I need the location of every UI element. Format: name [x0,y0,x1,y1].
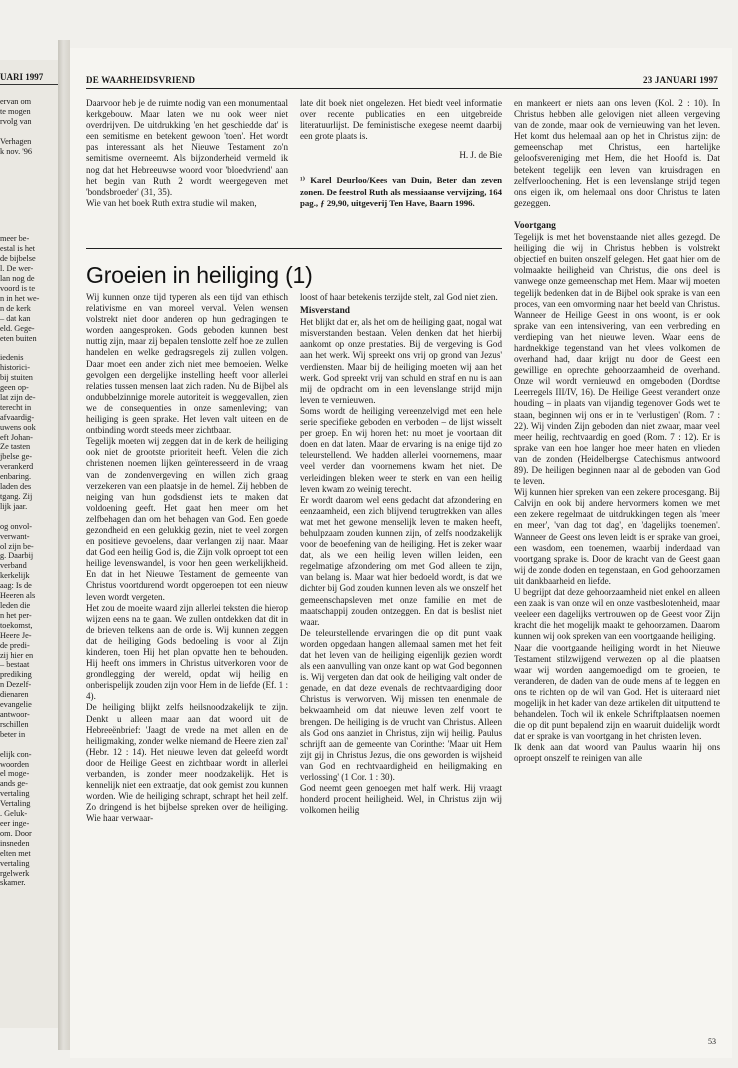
article-paragraph: Het blijkt dat er, als het om de heiliging gaat, nogal wat misverstanden bestaan. Velen denken dat het hierbij aankomt op onze prestaties. Bij de vergeving is God aan het werk. Wij spreekt ons vrij op grond van Jezus' verdiensten. Maar bij de heiliging moeten wij aan het werk. God spreekt vrij van schuld en straf en nu is aan mij de opdracht om in een levenslange strijd mijn leven te vernieuwen. [300,317,502,405]
article-paragraph: God neemt geen genoegen met half werk. Hij vraagt honderd procent heiligheid. Wel, in Christus zijn wij volkomen heilig [300,783,502,816]
previous-page-line: verband [0,561,27,571]
previous-page-line: beter in [0,729,26,739]
article-paragraph: U begrijpt dat deze gehoorzaamheid niet enkel en alleen een zaak is van onze wil en onze vastbeslotenheid, maar veeleer een dagelijks vertrouwen op de Geest voor Zijn kracht die het mogelijk maakt te gehoorzamen. Daarom kunnen wij ook spreken van een voortgaande heiliging. [514,587,720,642]
article-paragraph: Het zou de moeite waard zijn allerlei teksten die hierop wijzen eens na te gaan. We zullen ontdekken dat dit in de brieven telkens aan de orde is. Wij kunnen zeggen dat de heiliging Gods bedoeling is voor al Zijn kinderen, toen Hij het plan opvatte hen te behouden. Hij heeft ons immers in Christus uitverkoren voor de grondlegging der wereld, opdat wij heilig en onberispelijk zouden zijn voor Hem in de liefde (Ef. 1 : 4). [86,602,288,702]
page-number: 53 [708,1037,716,1046]
previous-page-line: n Dezelf- [0,680,32,690]
previous-page-line: – bestaat [0,660,30,670]
previous-page-header: UARI 1997 [0,60,58,85]
previous-page-line: elijk con- [0,749,32,759]
article-column-2 [300,292,502,816]
previous-page-line: de bijbelse [0,254,36,264]
previous-page-line: l. De wer- [0,264,34,274]
previous-page-line: eft Johan- [0,432,33,442]
review-column-2 [300,98,502,209]
previous-page-line: verankerd [0,462,34,472]
article-paragraph: en mankeert er niets aan ons leven (Kol. 2 : 10). In Christus hebben alle gelovigen niet alleen vergeving van de zonde, maar ook de vernieuwing van het leven. Het komt dus helemaal aan op het in Christus zijn: de gemeenschap met Christus, een hartelijke geloofsvereniging met Hem, die het Hoofd is. Dat betekent tegelijk een leven van kruisdragen en zelfverloochening. Het is een levenslange strijd tegen ons eigen ik, om helemaal ons door Christus te laten gezeggen. [514,98,720,208]
issue-date: 23 JANUARI 1997 [643,75,718,85]
previous-page-line: rgelwerk [0,868,30,878]
review-paragraph: Wie van het boek Ruth extra studie wil maken, [86,197,257,208]
article-paragraph: Ik denk aan dat woord van Paulus waarin hij ons oproept onszelf te reinigen van alle [514,742,720,764]
previous-page-text-top [0,97,58,156]
previous-page-line: laden des [0,482,32,492]
previous-page-line: leden die [0,600,31,610]
review-footnote: ¹⁾ Karel Deurloo/Kees van Duin, Beter dan zeven zonen. De feestrol Ruth als messiaanse vervijzing, 164 pag., ƒ 29,90, uitgeverij Ten Have, Baarn 1996. [300,175,502,208]
section-heading-voortgang: Voortgang [514,220,556,231]
publication-name: DE WAARHEIDSVRIEND [86,75,196,85]
article-paragraph: Tegelijk is met het bovenstaande niet alles gezegd. De heiliging die wij in Christus hebben is volstrekt objectief en buiten onszelf gelegen. Het gaat hier om de volmaakte heiligheid van Christus, die ons deel is vanwege onze gemeenschap met Hem. Maar wij moeten tegelijk bedenken dat in de Bijbel ook sprake is van een proces, van een omvorming naar het beeld van Christus. Wanneer de Heilige Geest in ons woont, is er ook sprake van een intensivering, van een verbreding en verdieping van het nieuwe leven. Waar eens de hardnekkige tegenstand van het vlees volkomen de overhand had, daar krijgt nu door de Geest een gewillige en oprechte gehoorzaamheid de overhand. Onze wil wordt vernieuwd en omgeboden (Dordtse Leerregels III/IV, 16). De Heilige Geest verandert onze houding – in plaats van vijandig tegenover Gods wet te staan, beginnen wij ons er in te 'verlustigen' (Rom. 7 : 22). Wij vinden Zijn geboden dan niet zwaar, maar veel meer heilig, rechtvaardig en goed (Rom. 7 : 12). Er is sprake van een hoe langer hoe meer haten en vlieden van de zonden (Heidelbergse Catechismus antwoord 89). De heiligen beginnen naar al de geboden van God te leven. [514,232,720,487]
previous-page-line: antwoor- [0,709,30,719]
previous-page-text-bottom [0,750,58,889]
previous-page-line: estal is het [0,244,36,254]
previous-page-line: lan nog de [0,274,35,284]
previous-page-line: rschillen [0,719,29,729]
previous-page-line: verwant- [0,531,30,541]
previous-page-line: n in het we- [0,293,40,303]
previous-page-line: ol zijn be- [0,541,34,551]
section-heading-misverstand: Misverstand [300,306,350,317]
previous-page-line: zij hier en [0,650,34,660]
previous-page-line: toekomst, [0,620,33,630]
review-paragraph: Daarvoor heb je de ruimte nodig van een monumentaal kerkgebouw. Maar laten we nu ook weer niet overdrijven. De uitdrukking 'en het geschiedde dat' is een semitisme en betekent gewoon 'toen'. Het wordt pas interessant als het Nieuwe Testament zo'n semitisme overneemt. Als bijzonderheid vermeld ik nog dat het Hebreeuwse woord voor 'bloedvriend' aan het begin van Ruth 2 wordt weergegeven met 'bondsbroeder' (31, 35). [86,98,288,197]
previous-page-line: vertaling [0,789,30,799]
previous-page-line: n het per- [0,610,32,620]
article-column-1 [86,292,288,825]
previous-page-line: Verhagen [0,136,32,146]
previous-page-line: lijk jaar. [0,501,28,511]
previous-page-line: bij stuiten [0,373,33,383]
previous-page-line: el moge- [0,769,30,779]
article-paragraph: De teleurstellende ervaringen die op dit punt vaak worden opgedaan hangen allemaal samen met het feit dat het leven van de heiliging eigenlijk gezien wordt als een aanvulling van onze kant op wat God begonnen is. Wij vergeten dan dat ook de heiliging valt onder de genade, en dat deze evenals de rechtvaardiging door Christus is verworven. Wij missen ten enenmale de bekwaamheid om dat nieuwe leven zelf voort te brengen. De heiliging is de vrucht van Christus. Alleen als God ons aanziet in Christus, zijn wij heilig. Paulus schrijft aan de gemeente van Corinthe: 'Maar uit Hem zijt gij in Christus Jezus, die ons geworden is wijsheid van God en rechtvaardigheid en heiligmaking en verlossing' (1 Cor. 1 : 30). [300,627,502,783]
article-paragraph: loost of haar betekenis terzijde stelt, zal God niet zien. [300,292,498,302]
previous-page-line: k nov. '96 [0,146,33,156]
previous-page-line: – dat kan [0,313,31,323]
running-header [86,74,718,89]
previous-page-line: dienaren [0,690,29,700]
article-paragraph: Naar die voortgaande heiliging wordt in het Nieuwe Testament stilzwijgend verwezen op al die plaatsen waar wij worden aangemoedigd om te groeien, te veranderen, de daden van de oude mens af te leggen en ons te richten op de wil van God. Het is uiteraard niet mogelijk in het kader van deze artikelen dit uitputtend te behandelen. Toch wil ik enkele Schriftplaatsen noemen die op dit punt bepalend zijn en waaruit duidelijk wordt dat er sprake is van voortgang in het christen leven. [514,642,720,742]
previous-page-line: de predi- [0,640,30,650]
previous-page-line: afvaardig- [0,412,35,422]
previous-page-line: Heeren als [0,591,36,601]
previous-page-line: rvolg van [0,116,32,126]
previous-page-line: voord is te [0,283,36,293]
article-paragraph: Wij kunnen hier spreken van een zekere procesgang. Bij Calvijn en ook bij andere hervormers komen we met een zekere regelmaat de uitdrukkingen tegen als 'meer en meer', 'van dag tot dag', en 'dagelijks toenemen'. Wanneer de Geest ons leven leidt is er sprake van groei, een wasdom, een toenemen, waarbij inderdaad van voortgang sprake is. Door de kracht van de Geest gaan wij de zonde doden en tegenstaan, en God gehoorzamen uit dankbaarheid en liefde. [514,487,720,586]
previous-page-line: om. Door [0,828,32,838]
previous-page-line: ands ge- [0,779,28,789]
previous-page-line: woorden [0,759,30,769]
previous-page-line: og onvol- [0,521,33,531]
page-fold [58,40,70,1050]
previous-page-line: elten met [0,848,31,858]
previous-page-line: uwens ook [0,422,36,432]
previous-page-line: terecht in [0,402,32,412]
article-paragraph: Tegelijk moeten wij zeggen dat in de kerk de heiliging ook niet de grootste prioriteit heeft. Velen die zich christenen noemen lijken geïnteresseerd in de vraag van de zondenvergeving en willen zich graag verzekeren van een plaatsje in de hemel. Zij hebben de neiging van hun godsdienst iets te maken dat voldoening geeft. Het gaat hen meer om het zelfbehagen dan om het behagen van God. Een goede gezondheid en een gelukkig gezin, niet te veel zorgen en positieve gevoelens, daar verlangen zij naar. Maar dat God een heilig God is, die Zijn volk oproept tot een heilige levenswandel, is voor hen geen werkelijkheid. En dat in het Nieuwe Testament de gemeente van Christus voortdurend wordt opgeroepen tot een nieuw leven wordt vergeten. [86,436,288,602]
previous-page-line: skamer. [0,878,26,888]
previous-page-line: eer inge- [0,819,30,828]
previous-page-line: Vertaling [0,799,31,809]
previous-page-line: Ze tasten [0,442,31,452]
review-column-1 [86,98,288,209]
previous-page-line: ervan om [0,97,32,106]
previous-page-line: historici- [0,363,30,373]
previous-page-line: aag: Is de [0,581,32,591]
previous-page-line: evangelie [0,700,32,710]
previous-page-line: eld. Gege- [0,323,35,333]
previous-page-line: jbelse ge- [0,452,33,462]
previous-page-line: n de kerk [0,303,31,313]
previous-page-line: enbaring. [0,472,32,482]
previous-page-line: prediking [0,670,32,680]
review-signature: H. J. de Bie [459,150,502,161]
previous-page-line: geen op- [0,383,29,393]
previous-page-line: vertaling [0,858,30,868]
article-paragraph: De heiliging blijkt zelfs heilsnoodzakelijk te zijn. Denkt u alleen maar aan dat woord uit de Hebreeënbrief: 'Jaagt de vrede na met allen en de heiligmaking, zonder welke niemand de Heere zien zal' (Hebr. 12 : 14). Het nieuwe leven dat geleefd wordt door de Heilige Geest en zichtbaar wordt in allerlei verbanden, is zonder meer noodzakelijk. Het is kennelijk niet een extraatje, dat ook gemist zou kunnen worden. Wie de heiliging schrapt, schrapt het heil zelf. Zo dringend is het bijbelse spreken over de heiliging. Wie haar verwaar- [86,702,288,824]
previous-page-line: g. Daarbij [0,551,34,561]
article-column-3 [514,98,720,765]
previous-page-text-middle [0,234,58,739]
article-paragraph: Soms wordt de heiliging vereenzelvigd met een hele serie specifieke geboden en verboden – de lijst wisselt per groep. En wij horen het: nu moet je voortaan dit doen en dat laten. Maar de ervaring is na enige tijd zo teleurstellend. We hadden allerlei voornemens, maar veel verder dan voornemens kwam het niet. De verleidingen bleken weer te sterk en van een heilig leven kwam zo weinig terecht. [300,405,502,494]
article-paragraph: Er wordt daarom wel eens gedacht dat afzondering en eenzaamheid, een zich blijvend terugtrekken van alles wat met het gewone menselijk leven te maken heeft, behulpzaam zouden kunnen zijn, of zelfs noodzakelijk voor de beoefening van de heiliging. Het is zeker waar dat, als we een heilig leven willen leiden, een regelmatige afzondering om met God alleen te zijn, van belang is. Maar wat hier bedoeld wordt, is dat we dichter bij God zouden kunnen leven als we onszelf het gemeenschapsleven met onze familie en met de maatschappij zouden ontzeggen. En dat is beslist niet waar. [300,494,502,627]
previous-page-line: eten buiten [0,333,37,343]
previous-page-strip [0,60,58,1028]
previous-page-line [0,127,58,137]
previous-page-line: tgang. Zij [0,492,33,501]
article-title: Groeien in heiliging (1) [86,262,313,288]
previous-page-line: iedenis [0,353,24,363]
previous-page-line: te mogen [0,106,31,116]
previous-page-line: meer be- [0,234,30,244]
review-paragraph: late dit boek niet ongelezen. Het biedt veel informatie over recente publicaties en een uitgebreide literatuurlijst. De feministische exegese neemt daarbij een grote plaats is. [300,98,502,142]
previous-page-line [0,512,58,522]
previous-page-line: kerkelijk [0,571,30,581]
article-separator [86,248,502,249]
previous-page-line: insneden [0,838,30,848]
main-page [70,48,732,1058]
previous-page-line: Heere Je- [0,630,32,640]
previous-page-line [0,343,58,353]
previous-page-line: . Geluk- [0,809,28,819]
previous-page-line: lat zijn de- [0,392,36,402]
article-paragraph: Wij kunnen onze tijd typeren als een tijd van ethisch relativisme en van moreel verval. Velen wensen volstrekt niet door anderen op hun gedragingen te worden aangesproken. Gods geboden kunnen best nuttig zijn, maar zij bepalen tenslotte zelf hoe ze zullen handelen en welke gedragsregels zij zullen volgen. Daar moet een ander zich niet mee bemoeien. Welke gevolgen een dergelijke instelling heeft voor allerlei relaties tussen mensen laat zich raden. Nu de Bijbel als ondubbelzinnige morele autoriteit is weggevallen, zien we de consequenties in onze samenleving; van heiliging is geen sprake. Het leven valt uiteen en de ontbinding wordt steeds meer zichtbaar. [86,292,288,436]
